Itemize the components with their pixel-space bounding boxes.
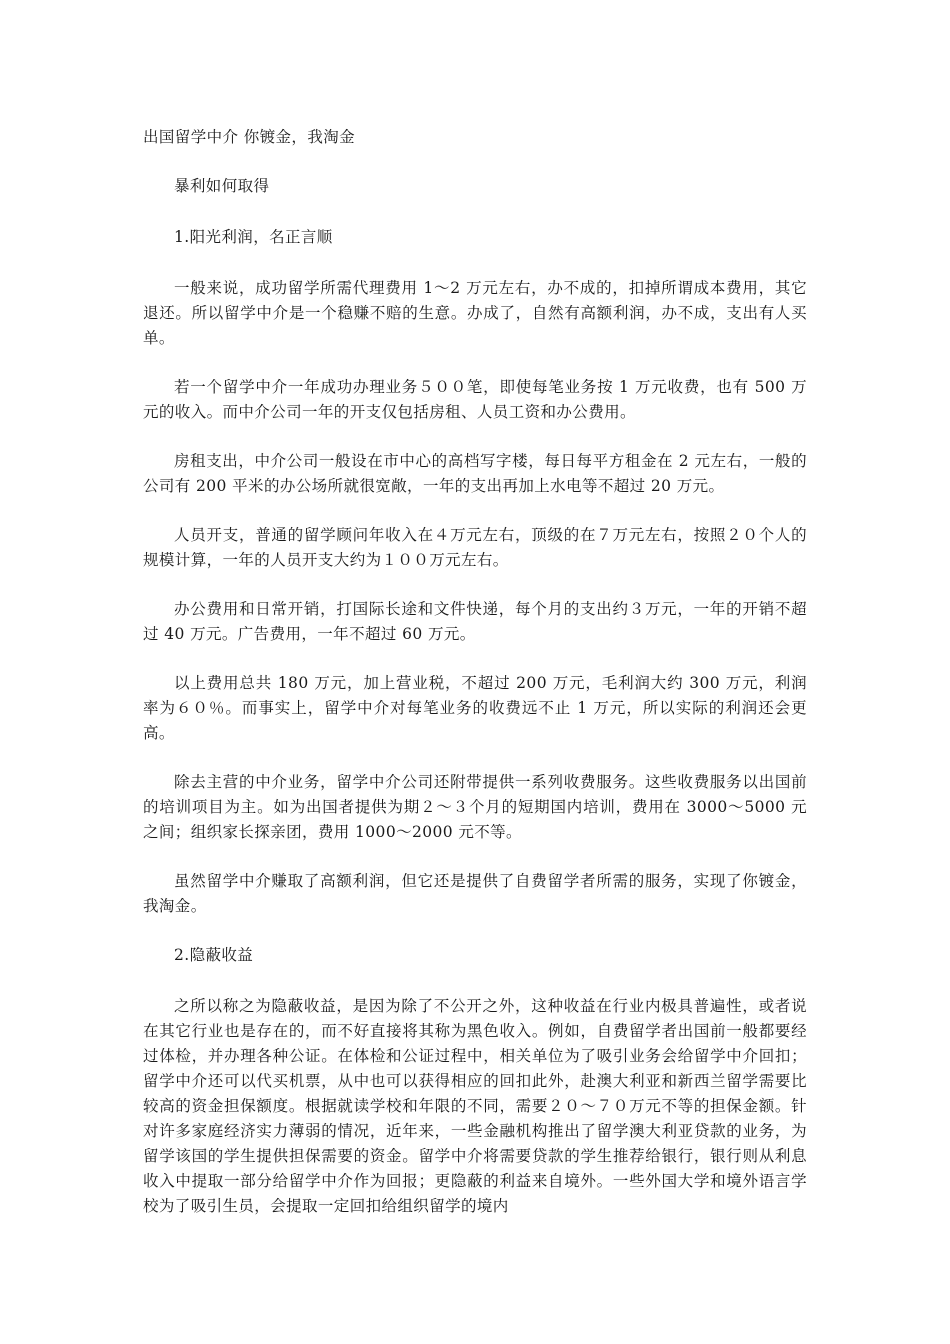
paragraph: 以上费用总共 180 万元，加上营业税，不超过 200 万元，毛利润大约 300 万元，利润率为６０％。而事实上，留学中介对每笔业务的收费远不止 1 万元，所以实际的利润还会更高。 — [143, 674, 807, 742]
paragraph: 除去主营的中介业务，留学中介公司还附带提供一系列收费服务。这些收费服务以出国前的培训项目为主。如为出国者提供为期２～３个月的短期国内培训，费用在 3000～5000 元之间；组织家长探亲团，费用 1000～2000 元不等。 — [143, 773, 807, 841]
paragraph: 一般来说，成功留学所需代理费用 1～2 万元左右，办不成的，扣掉所谓成本费用，其它退还。所以留学中介是一个稳赚不赔的生意。办成了，自然有高额利润，办不成，支出有人买单。 — [143, 279, 807, 347]
paragraph: 房租支出，中介公司一般设在市中心的高档写字楼，每日每平方租金在 2 元左右，一般的公司有 200 平米的办公场所就很宽敞，一年的支出再加上水电等不超过 20 万元。 — [143, 452, 807, 495]
subsection-heading-2: 2.隐蔽收益 — [174, 946, 254, 964]
paragraph: 人员开支，普通的留学顾问年收入在４万元左右，顶级的在７万元左右，按照２０个人的规模计算，一年的人员开支大约为１００万元左右。 — [143, 526, 807, 569]
paragraph: 虽然留学中介赚取了高额利润，但它还是提供了自费留学者所需的服务，实现了你镀金，我淘金。 — [143, 872, 807, 915]
section-heading: 暴利如何取得 — [174, 177, 270, 195]
paragraph: 之所以称之为隐蔽收益，是因为除了不公开之外，这种收益在行业内极具普遍性，或者说在其它行业也是存在的，而不好直接将其称为黑色收入。例如，自费留学者出国前一般都要经过体检，并办理各种公证。在体检和公证过程中，相关单位为了吸引业务会给留学中介回扣；留学中介还可以代买机票，从中也可以获得相应的回扣此外，赴澳大利亚和新西兰留学需要比较高的资金担保额度。根据就读学校和年限的不同，需要２０～７０万元不等的担保金额。针对许多家庭经济实力薄弱的情况，近年来，一些金融机构推出了留学澳大利亚贷款的业务，为留学该国的学生提供担保需要的资金。留学中介将需要贷款的学生推荐给银行，银行则从利息收入中提取一部分给留学中介作为回报；更隐蔽的利益来自境外。一些外国大学和境外语言学校为了吸引生员，会提取一定回扣给组织留学的境内 — [143, 997, 807, 1215]
paragraph: 若一个留学中介一年成功办理业务５００笔，即使每笔业务按 1 万元收费，也有 500 万元的收入。而中介公司一年的开支仅包括房租、人员工资和办公费用。 — [143, 378, 807, 421]
paragraph: 办公费用和日常开销，打国际长途和文件快递，每个月的支出约３万元，一年的开销不超过 40 万元。广告费用，一年不超过 60 万元。 — [143, 600, 807, 643]
subsection-heading-1: 1.阳光利润，名正言顺 — [174, 228, 333, 246]
document-title: 出国留学中介 你镀金，我淘金 — [143, 128, 356, 146]
document-body — [143, 125, 807, 1243]
